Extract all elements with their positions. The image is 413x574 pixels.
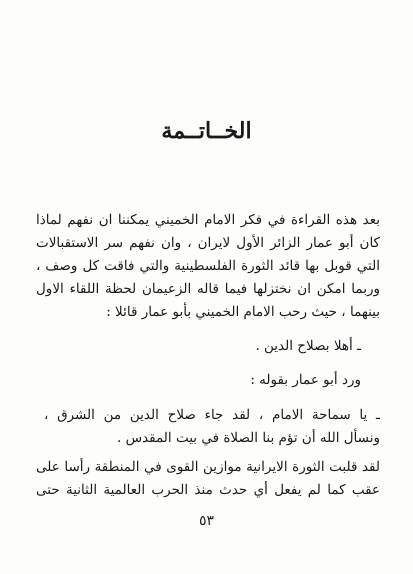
quote-khomeini: ـ أهلا بصلاح الدين . [255,338,361,354]
page-title: الخــاتــمة [161,118,252,144]
page-number: ٥٣ [198,513,215,529]
reply-intro: ورد أبو عمار بقوله : [250,372,361,388]
text-line: وربما امكن ان نختزلها فيما قاله الزعيمان لحظة اللقاء الاول [36,281,380,297]
text-line: عقب كما لم يفعل أي حدث منذ الحرب العالمية الثانية حتى [36,482,380,498]
text-line: ـ يا سماحة الامام ، لقد جاء صلاح الدين من الشرق ، [44,407,380,423]
text-line: التي قوبل بها قائد الثورة الفلسطينية والتي فاقت كل وصف ، [36,258,380,274]
text-line: بينهما ، حيث رحب الامام الخميني بأبو عمار قائلا : [106,304,380,320]
text-line: بعد هذه القراءة في فكر الامام الخميني يمكننا ان نفهم لماذا [36,212,380,228]
text-line: ونسأل الله أن تؤم بنا الصلاة في بيت المقدس . [117,430,380,446]
text-line: كان أبو عمار الزائر الأول لايران ، وان نفهم سر الاستقبالات [36,235,380,251]
text-line: لقد قلبت الثورة الايرانية موازين القوى في المنطقة رأسا على [36,459,380,475]
